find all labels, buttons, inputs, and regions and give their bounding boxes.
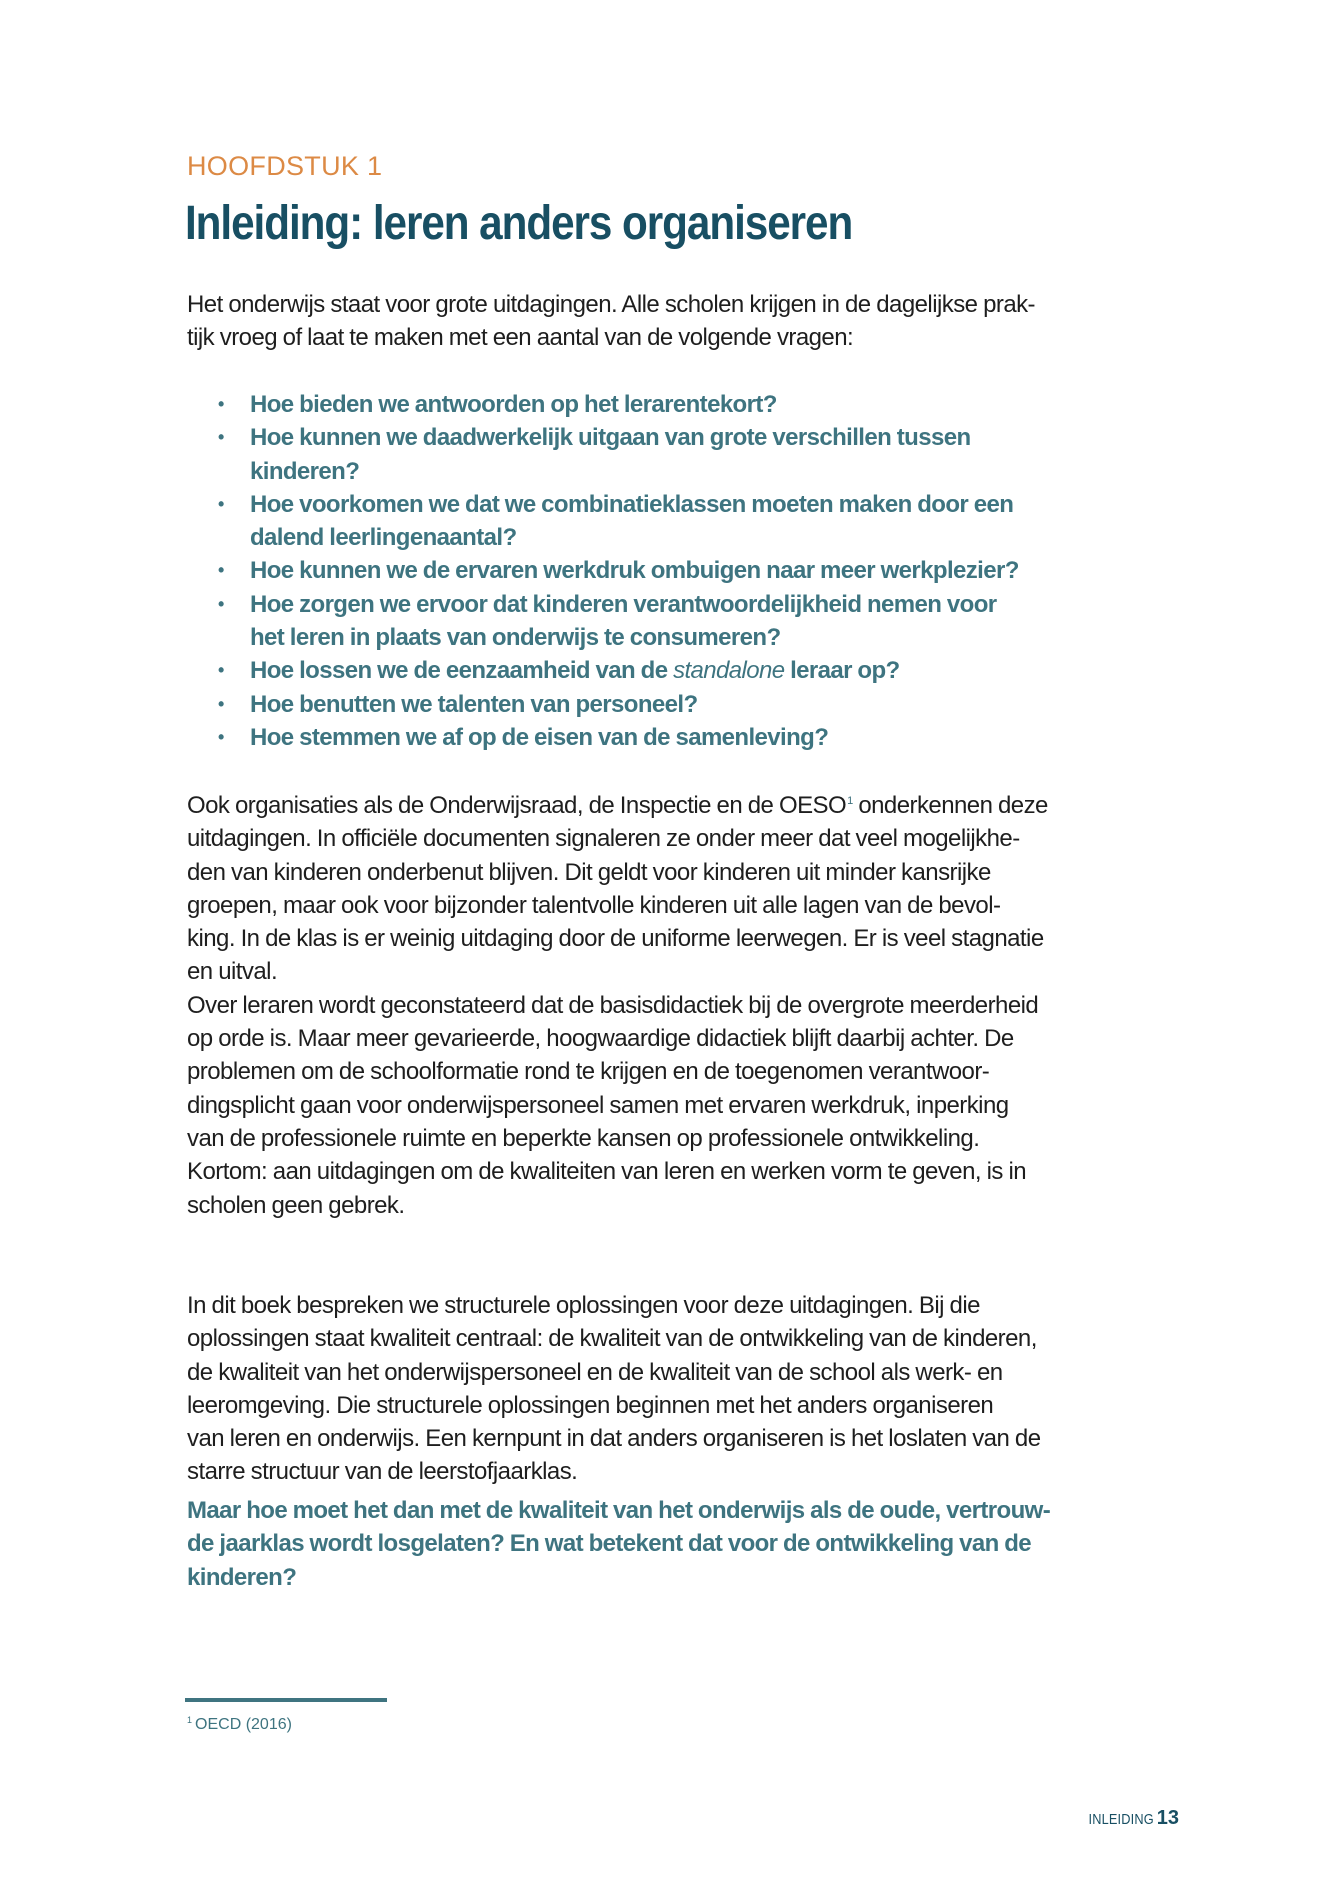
chapter-title: Inleiding: leren anders organiseren [185,197,853,250]
text-run: leraar op? [784,657,900,685]
question-item [0,654,1338,687]
text-line: dingsplicht gaan voor onderwijspersoneel samen met ervaren werkdruk, inperking [187,1091,1009,1119]
footnote-reference[interactable]: 1 [847,795,853,807]
text-line: In dit boek bespreken we structurele oplossingen voor deze uitdagingen. Bij die [187,1292,980,1319]
text-line: op orde is. Maar meer gevarieerde, hoogwaardige didactiek blijft daarbij achter. De [187,1025,1014,1053]
text-line: tijk vroeg of laat te maken met een aantal van de volgende vragen: [187,324,854,352]
text-line: Hoe stemmen we af op de eisen van de samenleving? [250,723,829,751]
text-line: groepen, maar ook voor bijzonder talentvolle kinderen uit alle lagen van de bevol- [187,891,1001,919]
question-item [0,588,1338,655]
bullet-icon: • [218,427,224,448]
page-number: 13 [1156,1807,1179,1829]
text-line: oplossingen staat kwaliteit centraal: de kwaliteit van de ontwikkeling van de kinderen, [187,1325,1037,1353]
footnote [187,1716,292,1734]
text-line: problemen om de schoolformatie rond te krijgen en de toegenomen verantwoor- [187,1058,990,1086]
body-paragraph-solutions [187,1289,1187,1489]
text-line: de kwaliteit van het onderwijspersoneel en de kwaliteit van de school als werk- en [187,1358,1003,1386]
text-line: Hoe zorgen we ervoor dat kinderen verantwoordelijkheid nemen voor [250,590,997,618]
emphasis-text: standalone [673,657,785,685]
question-item [0,421,1338,488]
question-item [0,488,1338,555]
text-line: kinderen? [187,1563,297,1591]
text-run: Hoe lossen we de eenzaamheid van de [250,657,674,685]
bullet-icon: • [218,693,224,714]
text-line: starre structuur van de leerstofjaarklas. [187,1458,578,1486]
running-footer-section: INLEIDING [1088,1811,1154,1828]
text-line: scholen geen gebrek. [187,1191,405,1219]
text-line: en uitval. [187,958,278,986]
text-line: dalend leerlingenaantal? [250,524,517,552]
text-line: Hoe kunnen we de ervaren werkdruk ombuigen naar meer werkplezier? [250,557,1019,585]
bullet-icon: • [218,660,224,681]
text-line: uitdagingen. In officiële documenten signaleren ze onder meer dat veel mogelijkhe- [187,825,1020,853]
text-line: den van kinderen onderbenut blijven. Dit geldt voor kinderen uit minder kansrijke [187,858,991,886]
footnote-number: 1 [187,1715,193,1725]
text-line: leeromgeving. Die structurele oplossingen beginnen met het anders organiseren [187,1391,994,1419]
text-line: Het onderwijs staat voor grote uitdagingen. Alle scholen krijgen in de dagelijkse prak- [187,291,1036,318]
question-item [0,688,1338,721]
text-line: Hoe kunnen we daadwerkelijk uitgaan van grote verschillen tussen [250,424,971,452]
text-line: van de professionele ruimte en beperkte kansen op professionele ontwikkeling. [187,1124,980,1152]
text-line: het leren in plaats van onderwijs te consumeren? [250,624,781,652]
chapter-label: HOOFDSTUK 1 [187,151,383,181]
footnote-text: OECD (2016) [195,1716,292,1733]
question-item [0,554,1338,587]
question-list [0,388,1338,754]
bullet-icon: • [218,726,224,747]
bullet-icon: • [218,593,224,614]
text-line [250,654,1338,687]
intro-paragraph [187,288,1187,355]
text-line: king. In de klas is er weinig uitdaging door de uniforme leerwegen. Er is veel stagnatie [187,925,1044,953]
page-footer [1077,1808,1179,1828]
body-paragraph-challenges [187,789,1187,1222]
question-item [0,388,1338,421]
text-line: Maar hoe moet het dan met de kwaliteit van het onderwijs als de oude, vertrouw- [187,1497,1051,1524]
text-run: onderkennen deze [852,792,1048,819]
text-line: Hoe voorkomen we dat we combinatieklassen moeten maken door een [250,490,1014,518]
text-line: van leren en onderwijs. Een kernpunt in dat anders organiseren is het loslaten van de [187,1425,1041,1453]
text-line: Kortom: aan uitdagingen om de kwaliteiten van leren en werken vorm te geven, is in [187,1158,1027,1186]
text-line [187,789,1187,822]
text-line: Hoe benutten we talenten van personeel? [250,690,698,718]
text-line: Hoe bieden we antwoorden op het lerarentekort? [250,391,777,418]
text-line: Over leraren wordt geconstateerd dat de basisdidactiek bij de overgrote meerderheid [187,991,1039,1019]
closing-question [187,1494,1050,1594]
bullet-icon: • [218,493,224,514]
bullet-icon: • [218,394,224,414]
footnote-divider [185,1698,387,1702]
bullet-icon: • [218,560,224,581]
text-run: Ook organisaties als de Onderwijsraad, de Inspectie en de OESO [187,792,847,819]
text-line: kinderen? [250,457,360,485]
text-line: de jaarklas wordt losgelaten? En wat betekent dat voor de ontwikkeling van de [187,1530,1032,1558]
question-item [0,721,1338,754]
